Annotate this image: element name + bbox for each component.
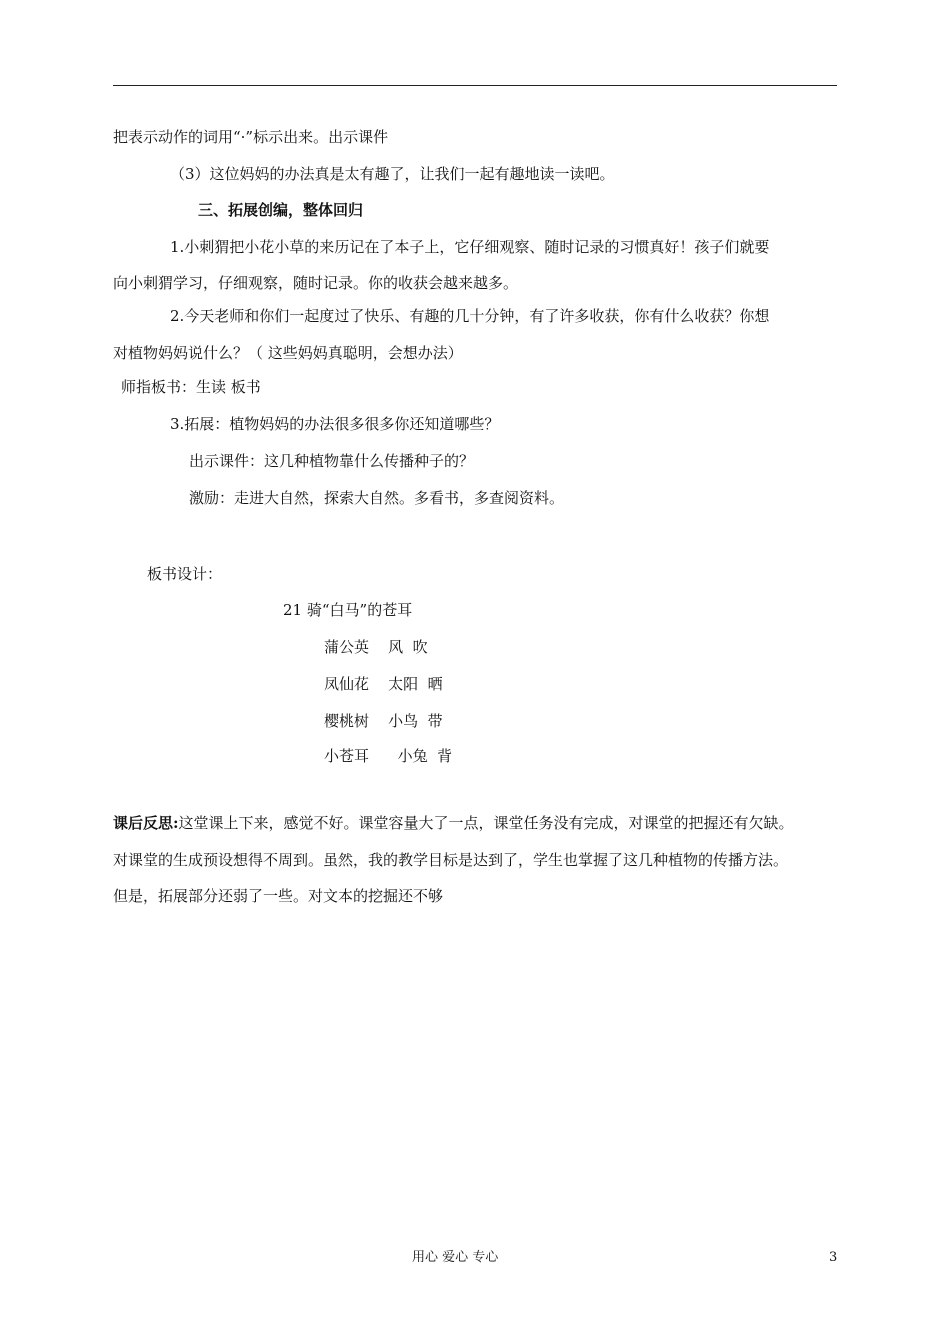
text-line: 师指板书：生读 板书	[121, 378, 261, 396]
board-row: 凤仙花 太阳 晒	[324, 675, 443, 693]
header-rule	[113, 85, 837, 86]
section-heading: 三、拓展创编，整体回归	[198, 201, 364, 219]
reflection-label: 课后反思:	[113, 814, 179, 832]
text-line: 向小刺猬学习，仔细观察，随时记录。你的收获会越来越多。	[113, 274, 519, 292]
text-line: （3）这位妈妈的办法真是太有趣了，让我们一起有趣地读一读吧。	[170, 165, 615, 183]
reflection-line: 但是，拓展部分还弱了一些。对文本的挖掘还不够	[113, 887, 444, 905]
text-line: 对植物妈妈说什么？（ 这些妈妈真聪明，会想办法）	[113, 344, 463, 362]
board-row: 蒲公英 风 吹	[324, 638, 428, 656]
board-design-label: 板书设计：	[147, 565, 223, 583]
reflection-text: 这堂课上下来，感觉不好。课堂容量大了一点，课堂任务没有完成，对课堂的把握还有欠缺。	[178, 814, 794, 832]
text-line: 出示课件：这几种植物靠什么传播种子的？	[189, 452, 475, 470]
board-row: 樱桃树 小鸟 带	[324, 712, 443, 730]
reflection-line: 对课堂的生成预设想得不周到。虽然，我的教学目标是达到了，学生也掌握了这几种植物的传播方法。	[113, 851, 789, 869]
footer-motto: 用心 爱心 专心	[412, 1250, 499, 1265]
page-number: 3	[829, 1250, 838, 1265]
board-row: 小苍耳 小兔 背	[324, 747, 453, 765]
text-line: 把表示动作的词用“·”标示出来。出示课件	[113, 128, 389, 146]
board-title: 21 骑“白马”的苍耳	[283, 601, 413, 619]
reflection-line	[113, 813, 794, 833]
text-line: 1.小刺猬把小花小草的来历记在了本子上，它仔细观察、随时记录的习惯真好！孩子们就要	[170, 238, 770, 256]
text-line: 激励：走进大自然，探索大自然。多看书，多查阅资料。	[189, 489, 565, 507]
text-line: 3.拓展：植物妈妈的办法很多很多你还知道哪些？	[170, 415, 500, 433]
text-line: 2.今天老师和你们一起度过了快乐、有趣的几十分钟，有了许多收获，你有什么收获？你想	[170, 307, 770, 325]
